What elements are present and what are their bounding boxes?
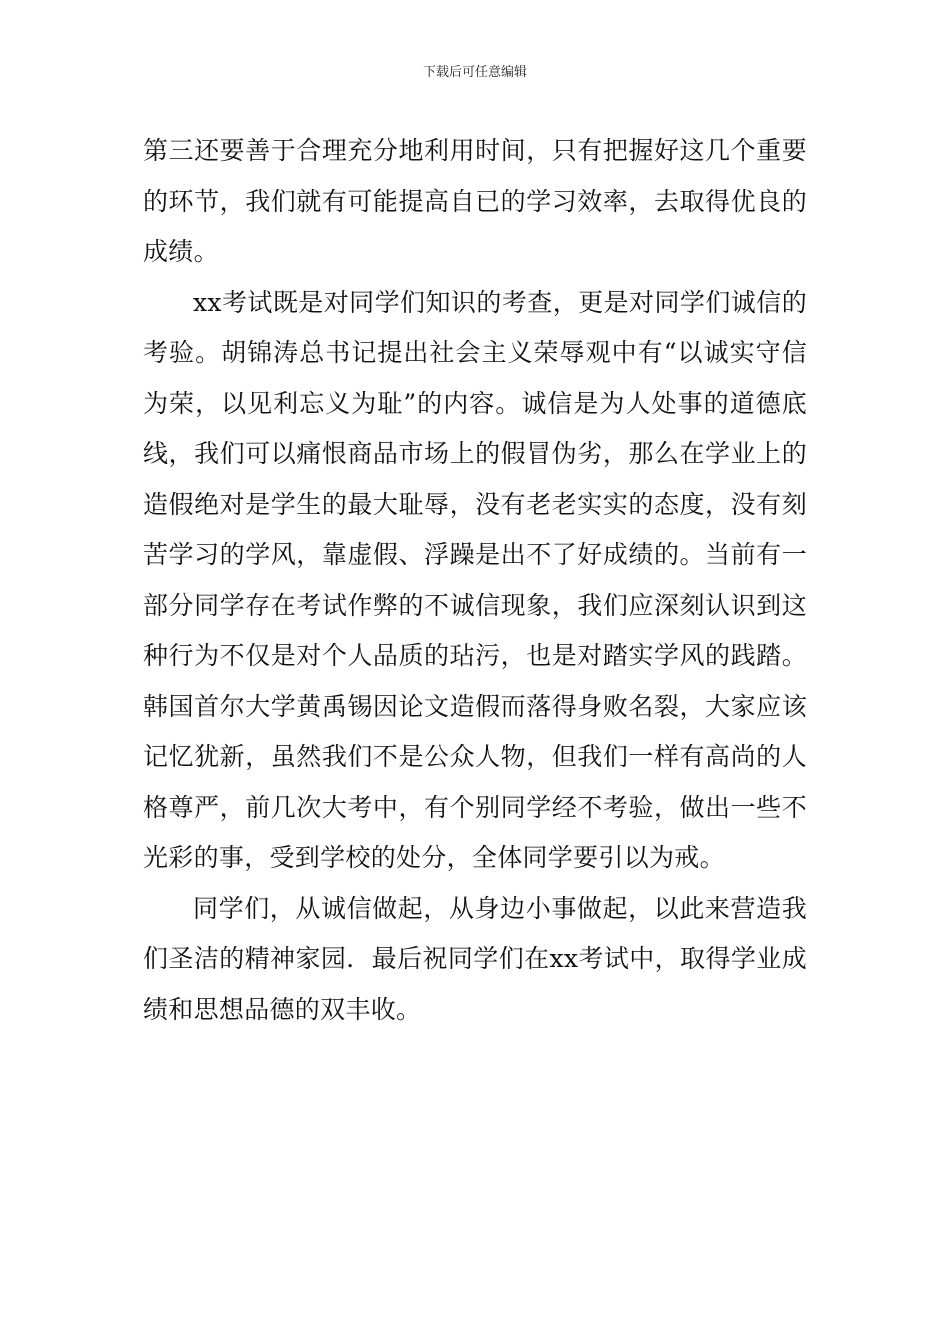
paragraph-study-efficiency: 第三还要善于合理充分地利用时间，只有把握好这几个重要的环节，我们就有可能提高自已的学习效率，去取得优良的成绩。 (143, 136, 807, 266)
paragraph-exam-integrity: xx考试既是对同学们知识的考查，更是对同学们诚信的考验。胡锦涛总书记提出社会主义荣辱观中有“以诚实守信为荣，以见利忘义为耻”的内容。诚信是为人处事的道德底线，我们可以痛恨商品市场上的假冒伪劣，那么在学业上的造假绝对是学生的最大耻辱，没有老老实实的态度，没有刻苦学习的学风，靠虚假、浮躁是出不了好成绩的。当前有一部分同学存在考试作弊的不诚信现象，我们应深刻认识到这种行为不仅是对个人品质的玷污，也是对踏实学风的践踏。韩国首尔大学黄禹锡因论文造假而落得身败名裂，大家应该记忆犹新，虽然我们不是公众人物，但我们一样有高尚的人格尊严，前几次大考中，有个别同学经不考验，做出一些不光彩的事，受到学校的处分，全体同学要引以为戒。 (143, 287, 807, 872)
body-text (143, 126, 807, 1035)
header-note: 下载后可任意编辑 (422, 65, 527, 80)
paragraph-closing-wishes: 同学们，从诚信做起，从身边小事做起，以此来营造我们圣洁的精神家园．最后祝同学们在xx考试中，取得学业成绩和思想品德的双丰收。 (143, 893, 807, 1024)
